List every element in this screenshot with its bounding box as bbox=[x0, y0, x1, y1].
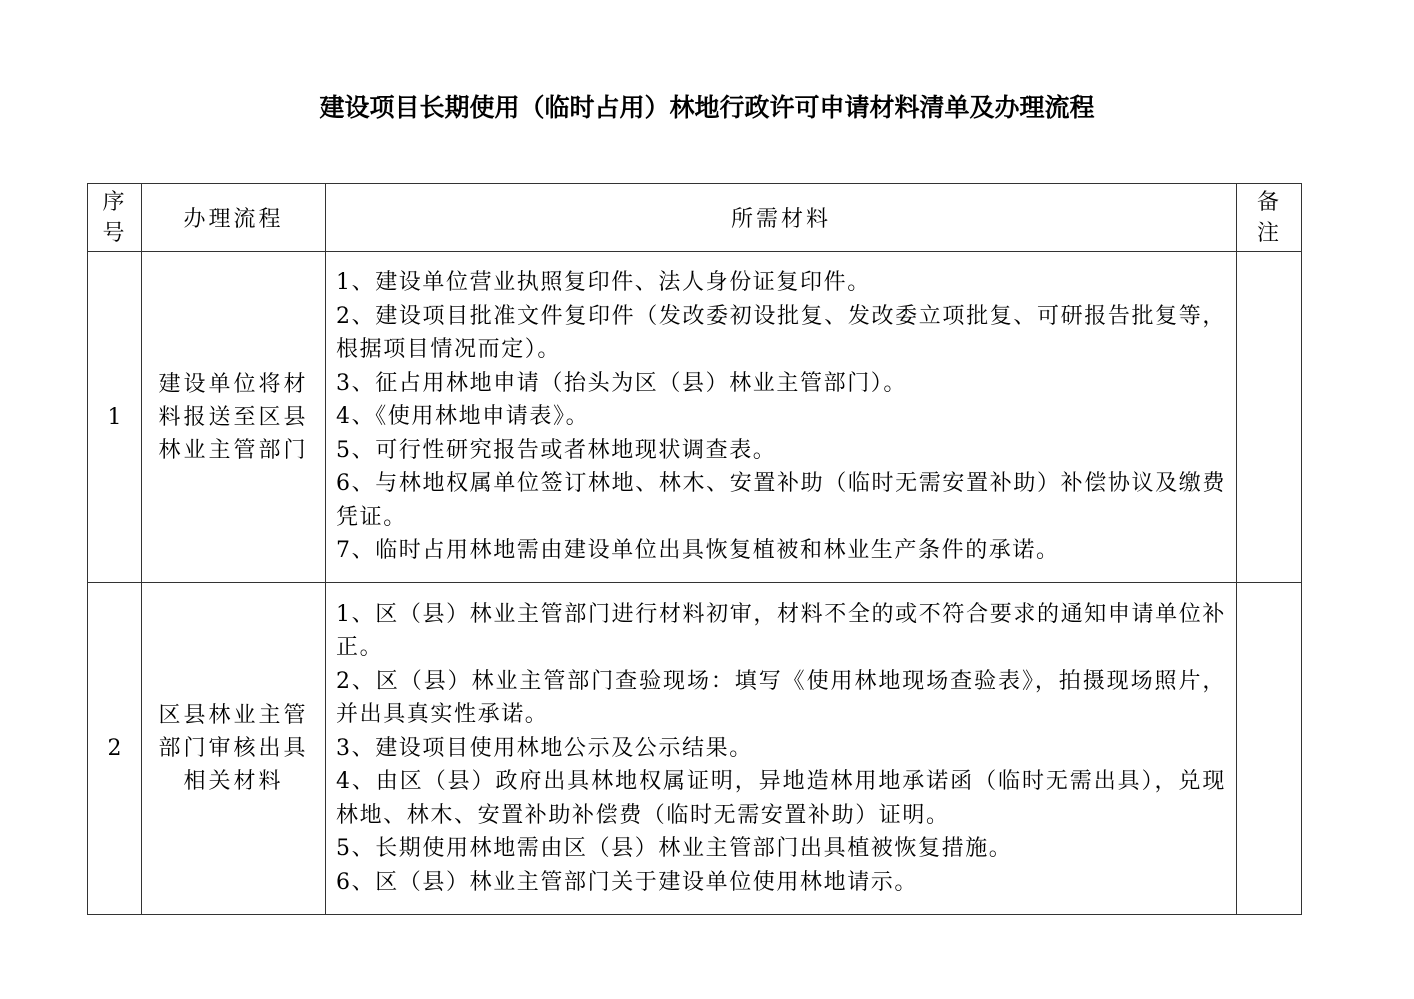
process-step: 建设单位将材 料报送至区县 林业主管部门 bbox=[142, 252, 326, 583]
header-process: 办理流程 bbox=[142, 184, 326, 252]
materials-table bbox=[87, 183, 1302, 915]
materials-list bbox=[326, 252, 1237, 583]
material-item: 7、临时占用林地需由建设单位出具恢复植被和林业生产条件的承诺。 bbox=[336, 538, 1060, 564]
material-item: 4、由区（县）政府出具林地权属证明，异地造林用地承诺函（临时无需出具），兑现林地、林木、安置补助补偿费（临时无需安置补助）证明。 bbox=[336, 769, 1226, 828]
materials-list bbox=[326, 583, 1237, 915]
header-no: 序 号 bbox=[88, 184, 142, 252]
row-number: 1 bbox=[88, 252, 142, 583]
material-item: 5、长期使用林地需由区（县）林业主管部门出具植被恢复措施。 bbox=[336, 836, 1013, 862]
table-row bbox=[88, 583, 1302, 915]
material-item: 6、与林地权属单位签订林地、林木、安置补助（临时无需安置补助）补偿协议及缴费凭证。 bbox=[336, 471, 1226, 530]
page-title: 建设项目长期使用（临时占用）林地行政许可申请材料清单及办理流程 bbox=[319, 93, 1095, 122]
process-step: 区县林业主管 部门审核出具 相关材料 bbox=[142, 583, 326, 915]
material-item: 4、《使用林地申请表》。 bbox=[336, 404, 590, 430]
header-materials: 所需材料 bbox=[326, 184, 1237, 252]
material-item: 2、区（县）林业主管部门查验现场：填写《使用林地现场查验表》，拍摄现场照片，并出具真实性承诺。 bbox=[336, 668, 1226, 728]
table-row bbox=[88, 252, 1302, 583]
material-item: 1、区（县）林业主管部门进行材料初审，材料不全的或不符合要求的通知申请单位补正。 bbox=[336, 601, 1226, 661]
material-item: 3、征占用林地申请（抬头为区（县）林业主管部门）。 bbox=[336, 370, 907, 396]
row-number: 2 bbox=[88, 583, 142, 915]
table-header-row bbox=[88, 184, 1302, 252]
material-item: 2、建设项目批准文件复印件（发改委初设批复、发改委立项批复、可研报告批复等，根据项目情况而定）。 bbox=[336, 303, 1226, 363]
header-note: 备 注 bbox=[1237, 184, 1302, 252]
material-item: 3、建设项目使用林地公示及公示结果。 bbox=[336, 735, 753, 761]
material-item: 1、建设单位营业执照复印件、法人身份证复印件。 bbox=[336, 270, 871, 296]
material-item: 5、可行性研究报告或者林地现状调查表。 bbox=[336, 437, 777, 463]
note-cell bbox=[1237, 252, 1302, 583]
note-cell bbox=[1237, 583, 1302, 915]
material-item: 6、区（县）林业主管部门关于建设单位使用林地请示。 bbox=[336, 869, 918, 895]
